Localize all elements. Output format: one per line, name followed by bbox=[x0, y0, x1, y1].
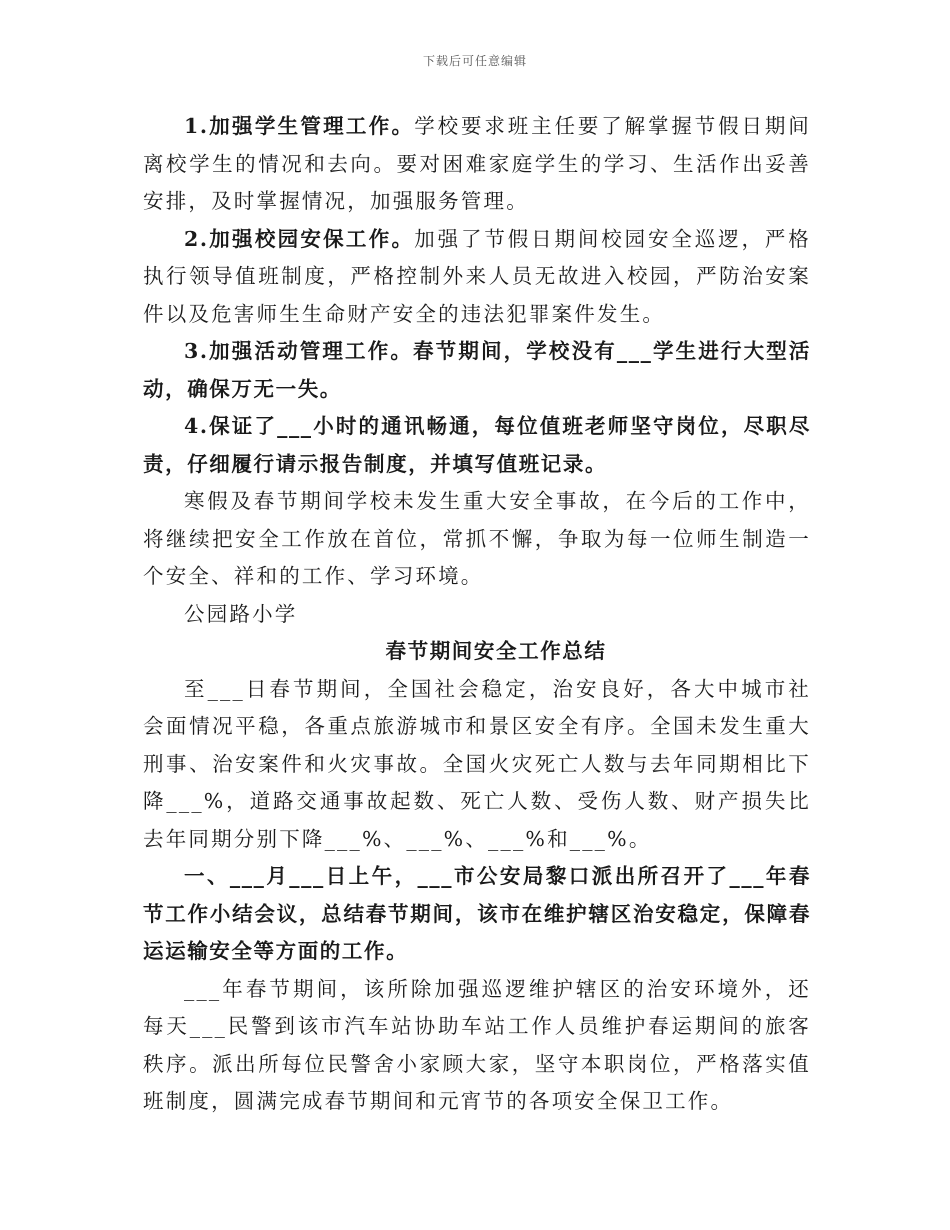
paragraph-student-management bbox=[143, 108, 811, 221]
paragraph-communication: 4.保证了___小时的通讯畅通，每位值班老师坚守岗位，尽职尽责，仔细履行请示报告制度，并填写值班记录。 bbox=[143, 414, 811, 476]
paragraph-police-station-work: ___年春节期间，该所除加强巡逻维护辖区的治安环境外，还每天___民警到该市汽车站协助车站工作人员维护春运期间的旅客秩序。派出所每位民警舍小家顾大家，坚守本职岗位，严格落实值班制度，圆满完成春节期间和元宵节的各项安全保卫工作。 bbox=[143, 976, 811, 1113]
document-title: 春节期间安全工作总结 bbox=[385, 639, 607, 663]
school-signature: 公园路小学 bbox=[184, 601, 298, 626]
paragraph-activity-management: 3.加强活动管理工作。春节期间，学校没有___学生进行大型活动，确保万无一失。 bbox=[143, 339, 811, 401]
page-header-note: 下载后可任意编辑 bbox=[422, 54, 527, 68]
paragraph-lead: 2.加强校园安保工作。 bbox=[184, 226, 415, 251]
paragraph-lead: 1.加强学生管理工作。 bbox=[184, 114, 415, 138]
document-body bbox=[143, 108, 811, 1121]
paragraph-text: 学校要求班主任要了解掌握节假日期间离校学生的情况和去向。要对困难家庭学生的学习、生活作出妥善安排，及时掌握情况，加强服务管理。 bbox=[143, 114, 811, 213]
paragraph-text: 加强了节假日期间校园安全巡逻，严格执行领导值班制度，严格控制外来人员无故进入校园，严防治安案件以及危害师生生命财产安全的违法犯罪案件发生。 bbox=[143, 226, 811, 326]
paragraph-national-summary: 至___日春节期间，全国社会稳定，治安良好，各大中城市社会面情况平稳，各重点旅游城市和景区安全有序。全国未发生重大刑事、治安案件和火灾事故。全国火灾死亡人数与去年同期相比下降___%，道路交通事故起数、死亡人数、受伤人数、财产损失比去年同期分别下降___%、___%、___%和___%。 bbox=[143, 676, 811, 851]
paragraph-closing: 寒假及春节期间学校未发生重大安全事故，在今后的工作中，将继续把安全工作放在首位，常抓不懈，争取为每一位师生制造一个安全、祥和的工作、学习环境。 bbox=[143, 489, 811, 588]
paragraph-campus-security bbox=[143, 221, 811, 334]
paragraph-section-heading-1: 一、___月___日上午，___市公安局黎口派出所召开了___年春节工作小结会议，总结春节期间，该市在维护辖区治安稳定，保障春运运输安全等方面的工作。 bbox=[143, 864, 811, 963]
